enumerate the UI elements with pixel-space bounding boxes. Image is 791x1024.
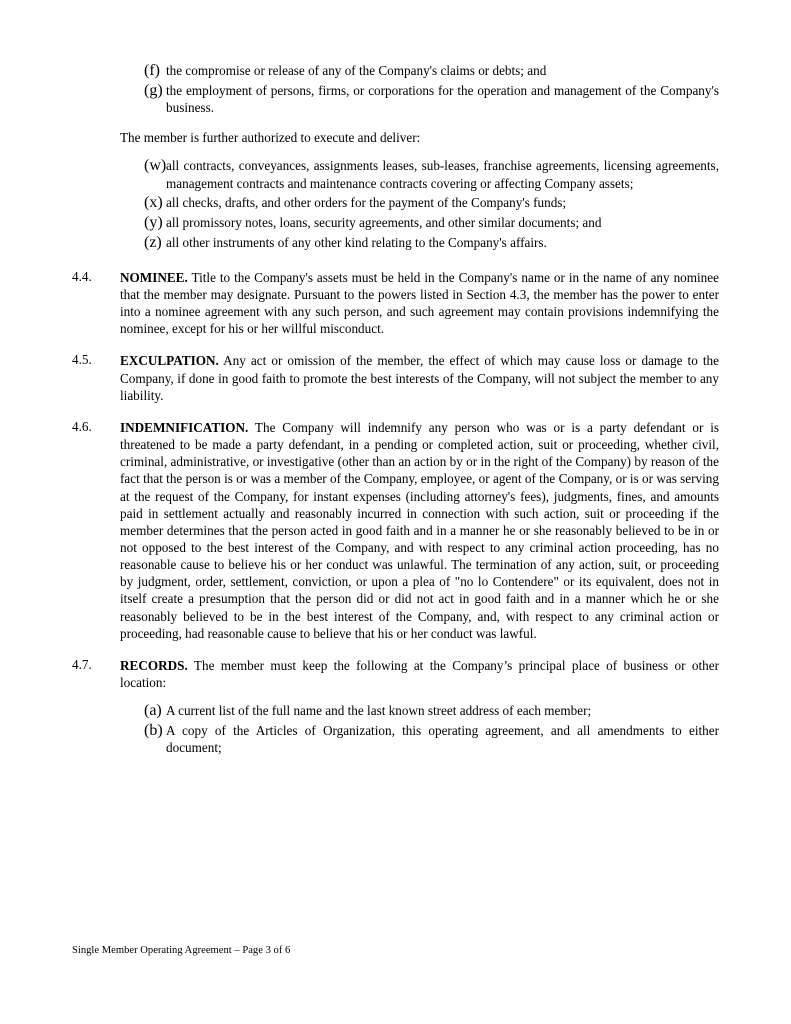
clause-title: RECORDS. (120, 657, 188, 673)
spacer (72, 146, 719, 157)
clause-body (120, 657, 719, 691)
clause-4-4 (72, 269, 719, 338)
clause-4-7 (72, 657, 719, 691)
clause-body (120, 419, 719, 642)
spacer (72, 118, 719, 129)
list-item (120, 194, 719, 212)
clause-title: EXCULPATION. (120, 353, 219, 369)
clause-number: 4.7. (72, 656, 92, 672)
clause-text: The Company will indemnify any person who was or is a party defendant or is threatened to be made a party defendant, in a pending or completed action, suit or proceeding, whether civil, criminal, administrative, or investigative (other than an action by or in the right of the Company) by reason of the fact that the person is or was a member of the Company, employee, or agent of the Company, or is or was serving at the request of the Company, for instant expenses (including attorney's fees), judgments, fines, and amounts paid in settlement actually and reasonably incurred in connection with such action, suit or proceeding if the member determines that the person acted in good faith and in a manner he or she reasonably believed to be in or not opposed to the best interest of the Company, and with respect to any criminal action proceeding, has no reasonable cause to believe his or her conduct was unlawful. The termination of any action, suit, or proceeding by judgment, order, settlement, conviction, or upon a plea of "no lo Contendere" or its equivalent, does not in itself create a presumption that the person did or did not act in good faith and in a manner which he or she reasonably believed to be in the best interest of the Company, and, with respect to any criminal action or proceeding, had reasonable cause to believe that his or her conduct was lawful. (120, 419, 719, 641)
list-marker: (f) (144, 62, 160, 79)
list-item (120, 702, 719, 720)
spacer (72, 691, 719, 702)
page-footer: Single Member Operating Agreement – Page 3 of 6 (72, 945, 291, 956)
list-item (120, 62, 719, 80)
list-item (120, 214, 719, 232)
list-text: the employment of persons, firms, or corporations for the operation and management of the Company's business. (166, 83, 719, 116)
authority-list (120, 157, 719, 251)
list-text: A copy of the Articles of Organization, this operating agreement, and all amendments to either document; (166, 723, 719, 756)
list-marker: (b) (144, 722, 163, 740)
list-text: all promissory notes, loans, security agreements, and other similar documents; and (166, 214, 602, 230)
clause-text: The member must keep the following at the Company’s principal place of business or other location: (120, 657, 719, 691)
list-marker: (x) (144, 193, 163, 211)
records-list (120, 702, 719, 756)
clause-text: Title to the Company's assets must be held in the Company's name or in the name of any nominee that the member may designate. Pursuant to the powers listed in Section 4.3, the member has the power to enter into a nominee agreement with any such person, and such agreement may contain provisions indemnifying the nominee, except for his or her willful misconduct. (120, 269, 719, 337)
clause-number: 4.6. (72, 418, 92, 434)
spacer (72, 337, 719, 352)
clause-title: INDEMNIFICATION. (120, 419, 249, 435)
list-item (120, 722, 719, 756)
lead-paragraph: The member is further authorized to execute and deliver: (120, 130, 421, 146)
list-text: the compromise or release of any of the Company's claims or debts; and (166, 63, 547, 78)
list-marker: (g) (144, 82, 163, 99)
list-text: A current list of the full name and the last known street address of each member; (166, 703, 592, 719)
list-marker: (w) (144, 157, 167, 175)
list-item (120, 157, 719, 191)
list-text: all other instruments of any other kind relating to the Company's affairs. (166, 234, 547, 250)
clause-body (120, 352, 719, 403)
clause-4-6 (72, 419, 719, 642)
clause-title: NOMINEE. (120, 269, 188, 285)
list-marker: (a) (144, 702, 162, 720)
list-marker: (y) (144, 213, 163, 231)
clause-4-5 (72, 352, 719, 403)
list-item (120, 82, 719, 116)
clause-number: 4.5. (72, 352, 92, 368)
list-text: all checks, drafts, and other orders for the payment of the Company's funds; (166, 194, 567, 210)
list-text: all contracts, conveyances, assignments leases, sub-leases, franchise agreements, licensing agreements, management contracts and maintenance contracts covering or affecting Company assets; (166, 158, 719, 191)
powers-list (120, 62, 719, 116)
spacer (72, 254, 719, 269)
clause-text: Any act or omission of the member, the effect of which may cause loss or damage to the Company, if done in good faith to promote the best interests of the Company, will not subject the member to any liability. (120, 353, 719, 403)
clause-body (120, 269, 719, 338)
list-item (120, 234, 719, 252)
list-marker: (z) (144, 233, 162, 251)
spacer (72, 404, 719, 419)
spacer (72, 642, 719, 657)
clause-number: 4.4. (72, 268, 92, 284)
